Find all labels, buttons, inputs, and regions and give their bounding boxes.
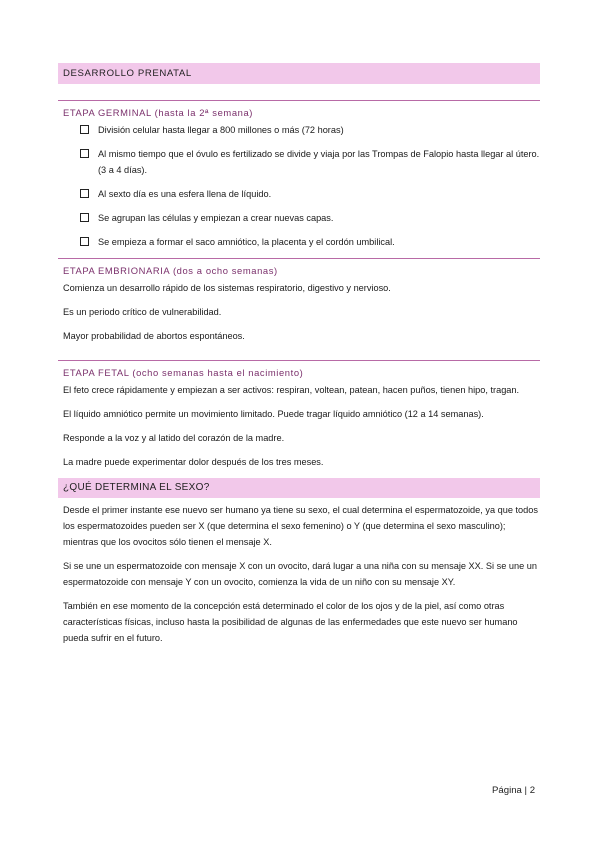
- checkbox-bullet-icon: [80, 237, 89, 246]
- paragraph: El feto crece rápidamente y empiezan a ser activos: respiran, voltean, patean, hacen puños, tienen hipo, tragan.: [63, 385, 520, 395]
- list-item: Se empieza a formar el saco amniótico, la placenta y el cordón umbilical.: [80, 234, 540, 250]
- germinal-list: [58, 122, 540, 250]
- paragraph: Responde a la voz y al latido del corazón de la madre.: [63, 433, 285, 443]
- paragraph: El líquido amniótico permite un movimiento limitado. Puede tragar líquido amniótico (12 a 14 semanas).: [63, 409, 484, 419]
- document-page: [58, 63, 540, 654]
- section-divider: [58, 360, 540, 361]
- main-title-band: [58, 63, 540, 84]
- paragraph: Mayor probabilidad de abortos espontáneos.: [63, 331, 245, 341]
- page-number: Página | 2: [492, 785, 536, 796]
- list-item: Al sexto día es una esfera llena de líquido.: [80, 186, 540, 202]
- list-item: Se agrupan las células y empiezan a crear nuevas capas.: [80, 210, 540, 226]
- checkbox-bullet-icon: [80, 213, 89, 222]
- list-item: Al mismo tiempo que el óvulo es fertilizado se divide y viaja por las Trompas de Falopio hasta llegar al útero. (3 a 4 días).: [80, 146, 540, 178]
- paragraph: Comienza un desarrollo rápido de los sistemas respiratorio, digestivo y nervioso.: [63, 283, 391, 293]
- fetal-heading: ETAPA FETAL (ocho semanas hasta el nacimiento): [63, 367, 304, 378]
- paragraph: Si se une un espermatozoide con mensaje X con un ovocito, dará lugar a una niña con su mensaje XX. Si se une un espermatozoide con mensaje Y con un ovocito, comienza la vida de un niño con su mensaje XY.: [63, 561, 537, 587]
- paragraph: También en ese momento de la concepción está determinado el color de los ojos y de la piel, así como otras características físicas, incluso hasta la posibilidad de algunas de las enfermedades que este nuevo ser humano pueda sufrir en el futuro.: [63, 601, 518, 643]
- list-item: División celular hasta llegar a 800 millones o más (72 horas): [80, 122, 540, 138]
- germinal-heading: ETAPA GERMINAL (hasta la 2ª semana): [63, 107, 253, 118]
- checkbox-bullet-icon: [80, 189, 89, 198]
- embrionaria-heading: ETAPA EMBRIONARIA (dos a ocho semanas): [63, 265, 278, 276]
- paragraph: Es un periodo crítico de vulnerabilidad.: [63, 307, 222, 317]
- paragraph: Desde el primer instante ese nuevo ser humano ya tiene su sexo, el cual determina el espermatozoide, ya que todos los espermatozoides pueden ser X (que determina el sexo femenino) o Y (que determina el sexo masculino); mientras que los ovocitos sólo tienen el mensaje X.: [63, 505, 538, 547]
- checkbox-bullet-icon: [80, 149, 89, 158]
- checkbox-bullet-icon: [80, 125, 89, 134]
- section-divider: [58, 258, 540, 259]
- main-title: DESARROLLO PRENATAL: [63, 68, 192, 79]
- sexo-title-band: [58, 478, 540, 498]
- paragraph: La madre puede experimentar dolor después de los tres meses.: [63, 457, 324, 467]
- section-divider: [58, 100, 540, 101]
- sexo-title: ¿QUÉ DETERMINA EL SEXO?: [63, 482, 210, 493]
